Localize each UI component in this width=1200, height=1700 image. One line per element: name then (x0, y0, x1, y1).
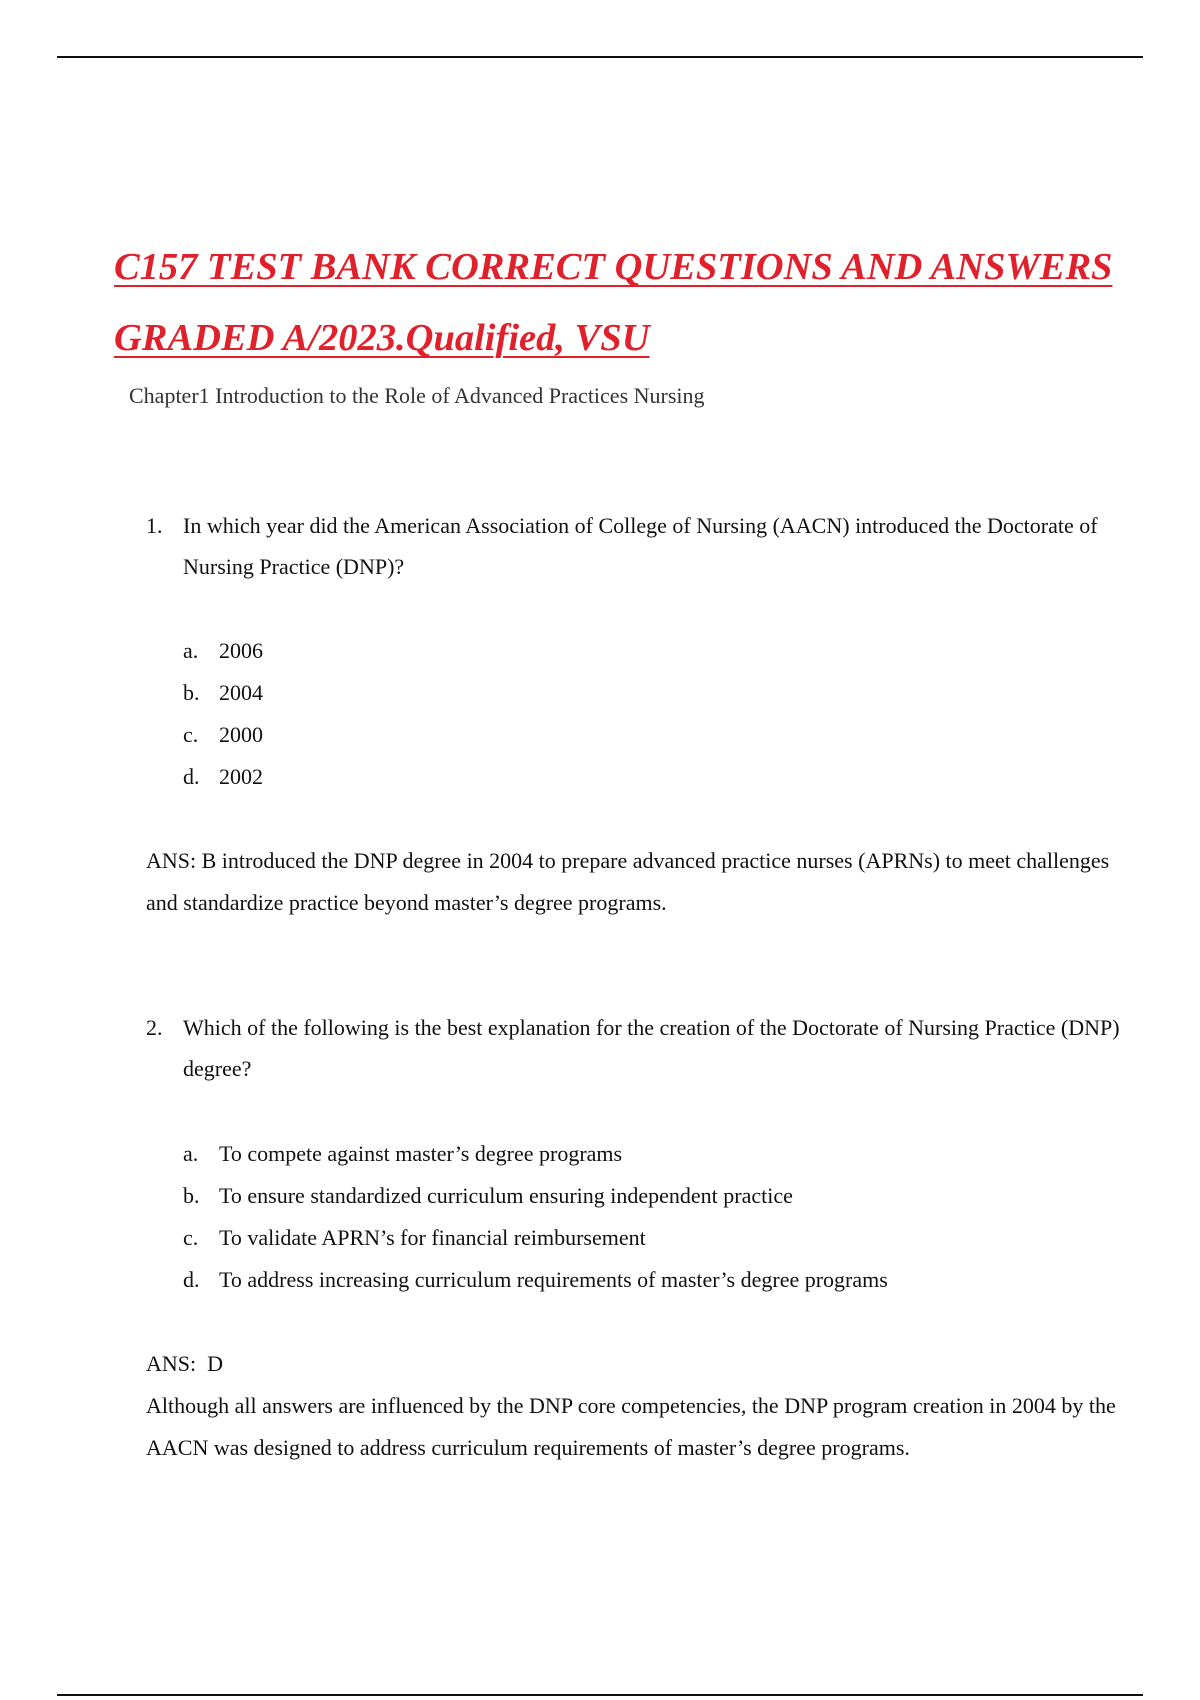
option-a (183, 630, 1133, 672)
option-text: 2006 (219, 638, 263, 663)
option-text: To ensure standardized curriculum ensuring independent practice (219, 1183, 793, 1208)
question-2 (146, 1007, 1146, 1089)
option-letter: b. (183, 680, 200, 705)
bottom-rule (57, 1694, 1143, 1696)
option-letter: a. (183, 1141, 199, 1166)
title-line-1: C157 TEST BANK CORRECT QUESTIONS AND ANSWERS (114, 246, 1113, 288)
question-1-options (183, 630, 1133, 798)
option-text: 2002 (219, 764, 263, 789)
option-d (183, 1259, 1133, 1301)
option-letter: d. (183, 1267, 200, 1292)
option-text: 2004 (219, 680, 263, 705)
option-letter: a. (183, 638, 199, 663)
title-line-2: GRADED A/2023.Qualified, VSU (114, 317, 650, 359)
question-text: In which year did the American Association of College of Nursing (AACN) introduced the Doctorate of Nursing Practice (DNP)? (183, 513, 1098, 579)
option-letter: b. (183, 1183, 200, 1208)
document-title (114, 232, 1174, 374)
question-1-answer (146, 840, 1146, 924)
top-rule (57, 56, 1143, 58)
question-2-answer (146, 1343, 1146, 1469)
question-number: 1. (146, 513, 163, 538)
question-1 (146, 505, 1146, 587)
answer-label: ANS: B (146, 848, 217, 873)
option-a (183, 1133, 1133, 1175)
option-text: 2000 (219, 722, 263, 747)
option-b (183, 1175, 1133, 1217)
answer-explanation: Although all answers are influenced by the DNP core competencies, the DNP program creation in 2004 by the AACN was designed to address curriculum requirements of master’s degree programs. (146, 1393, 1116, 1460)
option-letter: d. (183, 764, 200, 789)
option-text: To address increasing curriculum requirements of master’s degree programs (219, 1267, 888, 1292)
question-2-options (183, 1133, 1133, 1301)
option-text: To compete against master’s degree programs (219, 1141, 623, 1166)
question-number: 2. (146, 1015, 163, 1040)
question-text: Which of the following is the best explanation for the creation of the Doctorate of Nursing Practice (DNP) degree? (183, 1015, 1120, 1081)
option-letter: c. (183, 1225, 199, 1250)
option-d (183, 756, 1133, 798)
option-c (183, 714, 1133, 756)
option-letter: c. (183, 722, 199, 747)
option-text: To validate APRN’s for financial reimbursement (219, 1225, 646, 1250)
answer-explanation: introduced the DNP degree in 2004 to prepare advanced practice nurses (APRNs) to meet challenges and standardize practice beyond master’s degree programs. (146, 848, 1110, 915)
option-c (183, 1217, 1133, 1259)
option-b (183, 672, 1133, 714)
answer-label: ANS: D (146, 1351, 224, 1376)
chapter-subtitle: Chapter1 Introduction to the Role of Advanced Practices Nursing (129, 383, 705, 408)
